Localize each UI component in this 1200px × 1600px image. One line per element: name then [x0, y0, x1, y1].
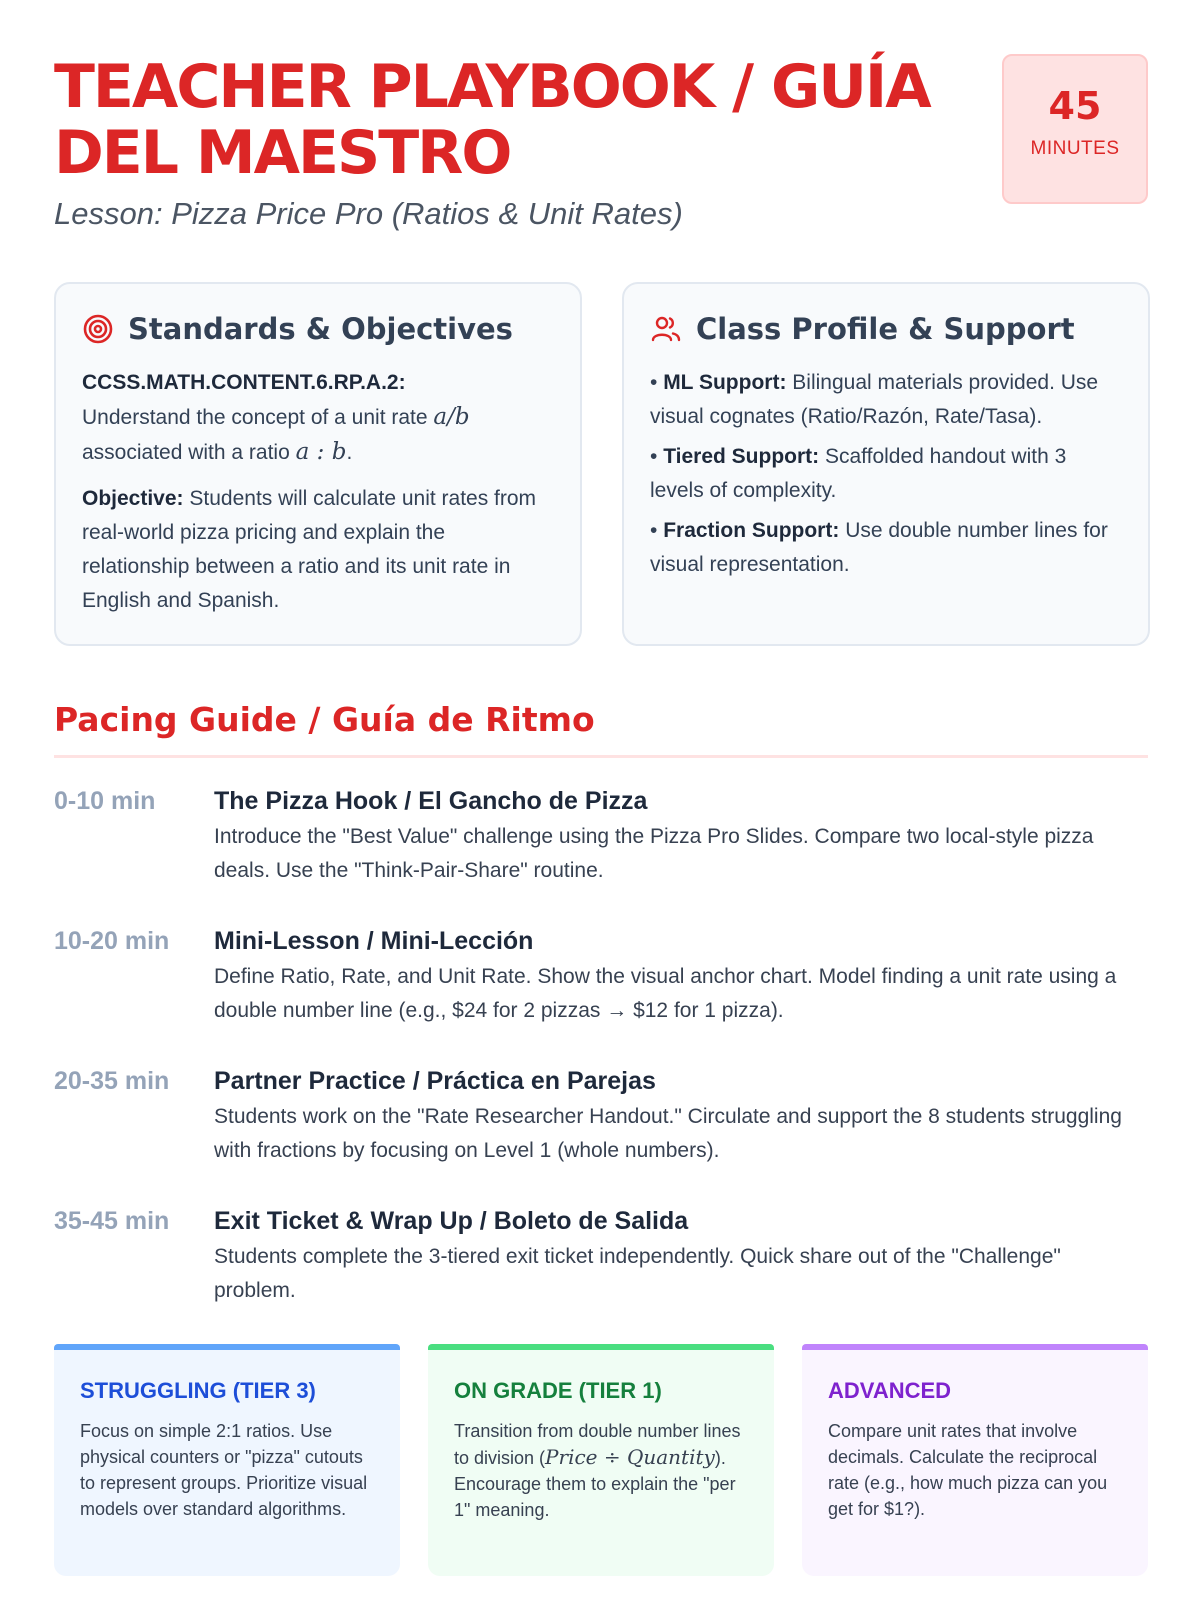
- support-text: Bilingual materials provided. Use visual cognates (Ratio/Razón, Rate/Tasa).: [650, 371, 1099, 428]
- support-label: Fraction Support:: [663, 519, 840, 542]
- support-label: ML Support:: [663, 371, 787, 394]
- users-icon: [650, 313, 682, 345]
- lesson-subtitle: Lesson: Pizza Price Pro (Ratios & Unit Rates): [54, 196, 683, 231]
- tier-text-part: Transition from double number lines to division (: [454, 1421, 741, 1468]
- tier-title: ON GRADE (TIER 1): [454, 1378, 662, 1403]
- tier-text-part: ). Encourage them to explain the "per 1" meaning.: [454, 1448, 736, 1520]
- tier-advanced-card: [802, 1344, 1148, 1576]
- tier-title: STRUGGLING (TIER 3): [80, 1378, 316, 1403]
- pacing-activity-title: Exit Ticket & Wrap Up / Boleto de Salida: [214, 1207, 689, 1235]
- tier-struggling-card: [54, 1344, 400, 1576]
- profile-heading: [650, 312, 1122, 346]
- pacing-activity-desc: Students complete the 3-tiered exit ticket independently. Quick share out of the "Challenge" problem.: [214, 1245, 1061, 1302]
- standard-statement: [82, 366, 554, 470]
- support-text: Use double number lines for visual representation.: [650, 519, 1108, 576]
- pacing-row: [54, 1064, 1148, 1168]
- division-math: Price ÷ Quantity: [545, 1445, 715, 1469]
- tier-text: Compare unit rates that involve decimals. Calculate the reciprocal rate (e.g., how much pizza can you get for $1?).: [828, 1421, 1108, 1519]
- support-text: Scaffolded handout with 3 levels of complexity.: [650, 445, 1067, 502]
- pacing-activity-desc: Introduce the "Best Value" challenge using the Pizza Pro Slides. Compare two local-style pizza deals. Use the "Think-Pair-Share" routine.: [214, 825, 1094, 882]
- objective-label: Objective:: [82, 487, 184, 510]
- tier-text: Focus on simple 2:1 ratios. Use physical counters or "pizza" cutouts to represent groups. Prioritize visual models over standard algorithms.: [80, 1421, 368, 1519]
- objective: [82, 482, 554, 618]
- duration-value: 45: [1048, 84, 1102, 128]
- support-item-tiered: • Tiered Support: Scaffolded handout with 3 levels of complexity.: [650, 445, 1067, 502]
- pacing-activity-title: Mini-Lesson / Mini-Lección: [214, 927, 534, 955]
- class-profile-card: [622, 282, 1150, 646]
- target-icon: [82, 313, 114, 345]
- page-title: TEACHER PLAYBOOK / GUÍA DEL MAESTRO: [54, 52, 930, 188]
- pacing-time: 35-45 min: [54, 1207, 170, 1235]
- pacing-row: [54, 924, 1148, 1028]
- pacing-time: 0-10 min: [54, 787, 156, 815]
- objective-text: Students will calculate unit rates from real-world pizza pricing and explain the relationship between a ratio and its unit rate in English and Spanish.: [82, 487, 537, 612]
- duration-badge: [1002, 54, 1148, 204]
- pacing-row: [54, 784, 1148, 888]
- support-item-fraction: • Fraction Support: Use double number lines for visual representation.: [650, 519, 1108, 576]
- unit-rate-math: a/b: [433, 404, 470, 430]
- standard-text-3: .: [346, 441, 353, 464]
- pacing-guide: [54, 784, 1148, 1344]
- pacing-activity-title: The Pizza Hook / El Gancho de Pizza: [214, 787, 648, 815]
- pacing-time: 20-35 min: [54, 1067, 170, 1095]
- pacing-activity-desc: Students work on the "Rate Researcher Handout." Circulate and support the 8 students struggling with fractions by focusing on Level 1 (whole numbers).: [214, 1105, 1122, 1162]
- pacing-time: 10-20 min: [54, 927, 170, 955]
- standards-card: [54, 282, 582, 646]
- standard-code: CCSS.MATH.CONTENT.6.RP.A.2:: [82, 371, 406, 394]
- pacing-activity-desc: Define Ratio, Rate, and Unit Rate. Show the visual anchor chart. Model finding a unit rate using a double number line (e.g., $24 for 2 pizzas → $12 for 1 pizza).: [214, 965, 1117, 1022]
- tier-title: ADVANCED: [828, 1378, 952, 1403]
- tier-on-grade-card: [428, 1344, 774, 1576]
- support-label: Tiered Support:: [663, 445, 820, 468]
- header: [54, 54, 1148, 244]
- standard-text-2: associated with a ratio: [82, 441, 290, 464]
- ratio-math: a : b: [295, 439, 347, 465]
- standards-title: Standards & Objectives: [128, 312, 513, 346]
- standard-text-1: Understand the concept of a unit rate: [82, 406, 428, 429]
- standards-heading: [82, 312, 554, 346]
- pacing-activity-title: Partner Practice / Práctica en Parejas: [214, 1067, 656, 1095]
- differentiation-tiers: [54, 1344, 1148, 1576]
- pacing-row: [54, 1204, 1148, 1308]
- profile-title: Class Profile & Support: [696, 312, 1075, 346]
- tier-text: [454, 1418, 748, 1523]
- support-item-ml: • ML Support: Bilingual materials provided. Use visual cognates (Ratio/Razón, Rate/Tasa).: [650, 371, 1099, 428]
- pacing-guide-heading: Pacing Guide / Guía de Ritmo: [54, 700, 1148, 758]
- duration-unit: MINUTES: [1030, 138, 1120, 159]
